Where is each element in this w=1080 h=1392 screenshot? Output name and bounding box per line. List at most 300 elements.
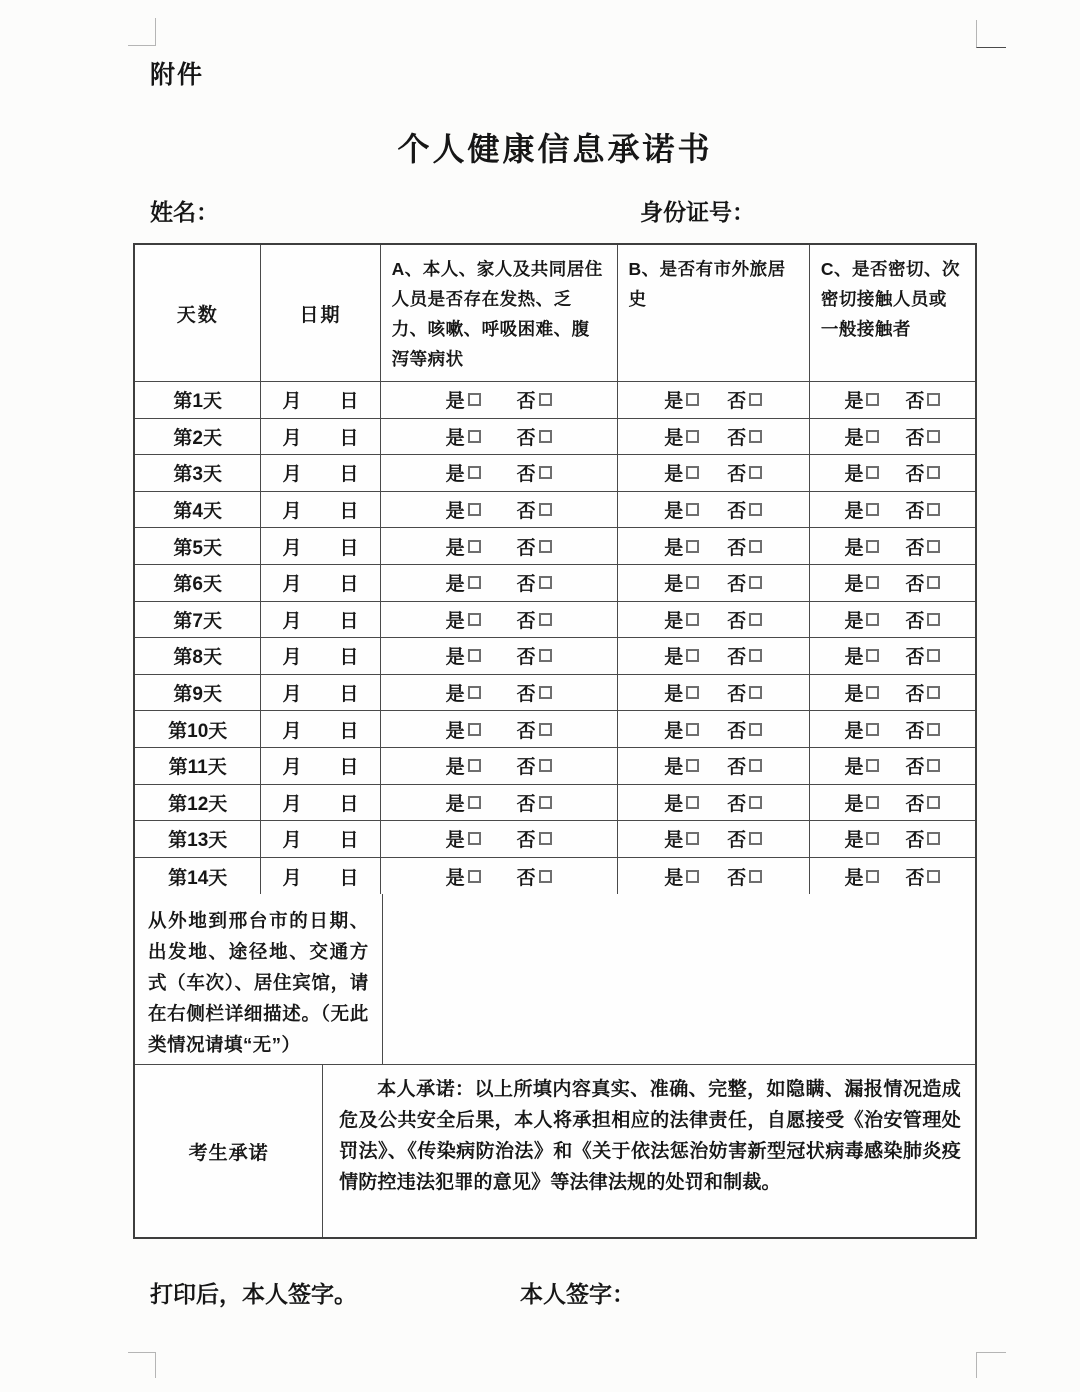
no-option — [905, 642, 940, 669]
yes-option — [844, 459, 879, 486]
yes-option — [664, 606, 699, 633]
checkbox-no — [749, 796, 762, 809]
checkbox-yes — [468, 796, 481, 809]
no-label: 否 — [516, 501, 536, 523]
yes-option — [844, 496, 879, 523]
table-row — [135, 382, 975, 419]
yes-no-choice-group — [446, 863, 552, 890]
no-label: 否 — [516, 574, 536, 596]
checkbox-no — [927, 466, 940, 479]
yes-no-choice-group — [446, 496, 552, 523]
yes-no-choice-group — [446, 533, 552, 560]
yes-option — [844, 679, 879, 706]
checkbox-yes — [468, 613, 481, 626]
table-row — [135, 638, 975, 675]
checkbox-yes — [866, 576, 879, 589]
checkbox-no — [927, 649, 940, 662]
symptoms-answer-cell — [381, 711, 618, 747]
travel-answer-cell — [618, 419, 810, 455]
no-option — [517, 679, 552, 706]
yes-label: 是 — [664, 793, 684, 815]
yes-no-choice-group — [844, 679, 940, 706]
day-of-month-label: 日 — [339, 427, 359, 449]
page-title: 个人健康信息承诺书 — [397, 131, 713, 167]
no-label: 否 — [727, 391, 747, 413]
checkbox-no — [927, 393, 940, 406]
no-label: 否 — [516, 610, 536, 632]
day-number-label: 第2天 — [135, 419, 261, 455]
travel-note-row — [135, 894, 975, 1065]
yes-option — [664, 679, 699, 706]
checkbox-yes — [468, 649, 481, 662]
yes-label: 是 — [844, 647, 864, 669]
yes-option — [446, 459, 481, 486]
yes-label: 是 — [844, 867, 864, 889]
no-label: 否 — [516, 684, 536, 706]
checkbox-no — [749, 576, 762, 589]
travel-answer-cell — [618, 675, 810, 711]
no-label: 否 — [727, 647, 747, 669]
no-label: 否 — [516, 830, 536, 852]
no-label: 否 — [905, 427, 925, 449]
yes-no-choice-group — [664, 606, 762, 633]
yes-no-choice-group — [446, 679, 552, 706]
month-label: 月 — [282, 793, 302, 815]
no-label: 否 — [516, 537, 536, 559]
yes-option — [446, 716, 481, 743]
no-label: 否 — [905, 830, 925, 852]
symptoms-answer-cell — [381, 748, 618, 784]
yes-option — [446, 679, 481, 706]
yes-no-choice-group — [446, 716, 552, 743]
yes-option — [664, 789, 699, 816]
date-cell — [261, 419, 380, 455]
no-option — [517, 825, 552, 852]
day-number-label: 第6天 — [135, 565, 261, 601]
no-option — [905, 496, 940, 523]
checkbox-no — [539, 576, 552, 589]
yes-label: 是 — [664, 647, 684, 669]
month-label: 月 — [282, 391, 302, 413]
checkbox-yes — [468, 832, 481, 845]
yes-no-choice-group — [844, 642, 940, 669]
no-option — [727, 642, 762, 669]
day-of-month-label: 日 — [339, 501, 359, 523]
yes-no-choice-group — [446, 825, 552, 852]
no-label: 否 — [905, 793, 925, 815]
checkbox-no — [749, 503, 762, 516]
yes-option — [664, 642, 699, 669]
date-cell — [261, 382, 380, 418]
no-label: 否 — [727, 610, 747, 632]
yes-no-choice-group — [664, 533, 762, 560]
date-cell — [261, 785, 380, 821]
yes-label: 是 — [844, 610, 864, 632]
checkbox-yes — [866, 870, 879, 883]
yes-label: 是 — [844, 574, 864, 596]
table-row — [135, 785, 975, 822]
no-label: 否 — [727, 427, 747, 449]
checkbox-yes — [686, 503, 699, 516]
day-number-label: 第8天 — [135, 638, 261, 674]
contact-answer-cell — [810, 711, 975, 747]
promise-row — [135, 1065, 975, 1237]
day-of-month-label: 日 — [339, 610, 359, 632]
checkbox-no — [749, 870, 762, 883]
checkbox-yes — [866, 466, 879, 479]
checkbox-no — [927, 430, 940, 443]
month-label: 月 — [282, 501, 302, 523]
yes-option — [446, 496, 481, 523]
no-option — [905, 533, 940, 560]
checkbox-no — [539, 613, 552, 626]
header-close-contact: C、是否密切、次密切接触人员或一般接触者 — [820, 259, 961, 339]
day-number-label: 第5天 — [135, 528, 261, 564]
travel-answer-cell — [618, 638, 810, 674]
checkbox-no — [539, 759, 552, 772]
checkbox-yes — [866, 723, 879, 736]
health-table — [133, 243, 977, 1239]
no-option — [517, 569, 552, 596]
table-row — [135, 821, 975, 858]
no-option — [727, 752, 762, 779]
id-number-label: 身份证号： — [640, 199, 755, 225]
checkbox-no — [927, 576, 940, 589]
no-label: 否 — [905, 391, 925, 413]
no-label: 否 — [516, 427, 536, 449]
yes-option — [446, 752, 481, 779]
no-label: 否 — [905, 757, 925, 779]
checkbox-no — [539, 430, 552, 443]
no-label: 否 — [727, 720, 747, 742]
checkbox-yes — [866, 832, 879, 845]
travel-answer-cell — [618, 821, 810, 857]
yes-option — [446, 863, 481, 890]
checkbox-no — [927, 759, 940, 772]
no-label: 否 — [905, 720, 925, 742]
month-label: 月 — [282, 427, 302, 449]
no-label: 否 — [905, 610, 925, 632]
day-of-month-label: 日 — [339, 830, 359, 852]
yes-label: 是 — [445, 647, 465, 669]
contact-answer-cell — [810, 455, 975, 491]
yes-no-choice-group — [446, 642, 552, 669]
yes-label: 是 — [445, 391, 465, 413]
checkbox-yes — [866, 796, 879, 809]
contact-answer-cell — [810, 419, 975, 455]
yes-no-choice-group — [664, 863, 762, 890]
table-row — [135, 711, 975, 748]
table-header-row — [135, 245, 975, 382]
yes-no-choice-group — [844, 496, 940, 523]
day-number-label: 第14天 — [135, 858, 261, 895]
yes-label: 是 — [844, 793, 864, 815]
symptoms-answer-cell — [381, 382, 618, 418]
yes-option — [844, 789, 879, 816]
yes-no-choice-group — [446, 606, 552, 633]
checkbox-no — [927, 723, 940, 736]
travel-answer-cell — [618, 785, 810, 821]
yes-no-choice-group — [844, 533, 940, 560]
yes-label: 是 — [664, 537, 684, 559]
promise-text: 本人承诺：以上所填内容真实、准确、完整，如隐瞒、漏报情况造成危及公共安全后果，本人将承担相应的法律责任，自愿接受《治安管理处罚法》、《传染病防治法》和《关于依法惩治妨害新型冠状病毒感染肺炎疫情防控违法犯罪的意见》等法律法规的处罚和制裁。 — [339, 1079, 961, 1194]
checkbox-yes — [866, 503, 879, 516]
yes-label: 是 — [445, 684, 465, 706]
yes-label: 是 — [445, 610, 465, 632]
yes-no-choice-group — [844, 606, 940, 633]
checkbox-yes — [686, 723, 699, 736]
checkbox-yes — [866, 393, 879, 406]
date-cell — [261, 711, 380, 747]
no-option — [727, 825, 762, 852]
yes-option — [844, 825, 879, 852]
table-row — [135, 492, 975, 529]
day-number-label: 第3天 — [135, 455, 261, 491]
yes-option — [664, 386, 699, 413]
day-of-month-label: 日 — [339, 720, 359, 742]
checkbox-no — [749, 540, 762, 553]
checkbox-no — [749, 686, 762, 699]
no-option — [905, 386, 940, 413]
yes-label: 是 — [844, 684, 864, 706]
no-label: 否 — [727, 684, 747, 706]
no-label: 否 — [727, 574, 747, 596]
yes-no-choice-group — [664, 752, 762, 779]
yes-no-choice-group — [664, 496, 762, 523]
yes-no-choice-group — [844, 569, 940, 596]
checkbox-yes — [686, 466, 699, 479]
no-option — [517, 533, 552, 560]
yes-option — [664, 752, 699, 779]
symptoms-answer-cell — [381, 492, 618, 528]
yes-option — [844, 533, 879, 560]
crop-mark-bottom-right-icon — [976, 1352, 1006, 1378]
travel-answer-cell — [618, 528, 810, 564]
table-row — [135, 419, 975, 456]
yes-no-choice-group — [844, 386, 940, 413]
yes-label: 是 — [664, 574, 684, 596]
symptoms-answer-cell — [381, 675, 618, 711]
day-of-month-label: 日 — [339, 391, 359, 413]
checkbox-no — [927, 613, 940, 626]
checkbox-yes — [686, 430, 699, 443]
identity-row — [133, 194, 977, 226]
day-of-month-label: 日 — [339, 574, 359, 596]
day-of-month-label: 日 — [339, 757, 359, 779]
no-label: 否 — [516, 757, 536, 779]
table-row — [135, 675, 975, 712]
checkbox-yes — [468, 540, 481, 553]
no-option — [517, 716, 552, 743]
no-label: 否 — [516, 720, 536, 742]
checkbox-yes — [866, 430, 879, 443]
checkbox-no — [749, 759, 762, 772]
yes-no-choice-group — [446, 459, 552, 486]
symptoms-answer-cell — [381, 821, 618, 857]
yes-option — [844, 863, 879, 890]
no-option — [517, 386, 552, 413]
checkbox-yes — [468, 870, 481, 883]
symptoms-answer-cell — [381, 565, 618, 601]
day-number-label: 第12天 — [135, 785, 261, 821]
day-number-label: 第13天 — [135, 821, 261, 857]
contact-answer-cell — [810, 785, 975, 821]
yes-option — [664, 496, 699, 523]
day-of-month-label: 日 — [339, 793, 359, 815]
checkbox-no — [539, 796, 552, 809]
checkbox-yes — [686, 686, 699, 699]
checkbox-no — [927, 686, 940, 699]
day-number-label: 第9天 — [135, 675, 261, 711]
travel-answer-cell — [618, 492, 810, 528]
yes-option — [664, 459, 699, 486]
checkbox-yes — [468, 576, 481, 589]
travel-answer-cell — [618, 602, 810, 638]
header-symptoms: A、本人、家人及共同居住人员是否存在发热、乏力、咳嗽、呼吸困难、腹泻等病状 — [381, 245, 618, 381]
checkbox-yes — [866, 649, 879, 662]
yes-no-choice-group — [844, 863, 940, 890]
checkbox-no — [927, 540, 940, 553]
no-label: 否 — [905, 684, 925, 706]
checkbox-no — [749, 393, 762, 406]
contact-answer-cell — [810, 602, 975, 638]
yes-label: 是 — [844, 830, 864, 852]
no-option — [727, 569, 762, 596]
yes-option — [664, 533, 699, 560]
no-label: 否 — [905, 501, 925, 523]
month-label: 月 — [282, 867, 302, 889]
yes-label: 是 — [664, 464, 684, 486]
date-cell — [261, 858, 380, 895]
contact-answer-cell — [810, 528, 975, 564]
travel-note-text: 从外地到邢台市的日期、出发地、途径地、交通方式（车次）、居住宾馆，请在右侧栏详细描述。（无此类情况请填“无”） — [135, 894, 383, 1064]
table-row — [135, 858, 975, 895]
day-of-month-label: 日 — [339, 537, 359, 559]
yes-option — [446, 606, 481, 633]
checkbox-no — [749, 649, 762, 662]
table-row — [135, 455, 975, 492]
date-cell — [261, 455, 380, 491]
no-option — [727, 423, 762, 450]
checkbox-no — [539, 466, 552, 479]
checkbox-yes — [866, 540, 879, 553]
date-cell — [261, 638, 380, 674]
no-label: 否 — [905, 867, 925, 889]
checkbox-yes — [686, 613, 699, 626]
checkbox-no — [749, 466, 762, 479]
yes-label: 是 — [664, 501, 684, 523]
no-label: 否 — [905, 647, 925, 669]
day-number-label: 第4天 — [135, 492, 261, 528]
checkbox-yes — [686, 393, 699, 406]
yes-label: 是 — [844, 720, 864, 742]
yes-no-choice-group — [844, 752, 940, 779]
month-label: 月 — [282, 610, 302, 632]
travel-answer-cell — [618, 382, 810, 418]
yes-no-choice-group — [664, 423, 762, 450]
no-label: 否 — [727, 830, 747, 852]
yes-option — [844, 606, 879, 633]
yes-label: 是 — [445, 720, 465, 742]
checkbox-yes — [866, 613, 879, 626]
travel-answer-cell — [618, 858, 810, 895]
month-label: 月 — [282, 720, 302, 742]
yes-no-choice-group — [664, 716, 762, 743]
no-option — [905, 606, 940, 633]
month-label: 月 — [282, 684, 302, 706]
date-cell — [261, 528, 380, 564]
yes-label: 是 — [664, 867, 684, 889]
no-option — [727, 459, 762, 486]
yes-label: 是 — [844, 427, 864, 449]
no-label: 否 — [905, 464, 925, 486]
day-number-label: 第1天 — [135, 382, 261, 418]
yes-option — [446, 386, 481, 413]
yes-option — [844, 423, 879, 450]
yes-label: 是 — [664, 684, 684, 706]
yes-option — [664, 825, 699, 852]
yes-label: 是 — [445, 537, 465, 559]
footer — [133, 1276, 977, 1308]
checkbox-no — [539, 540, 552, 553]
checkbox-no — [927, 870, 940, 883]
no-option — [905, 863, 940, 890]
yes-no-choice-group — [446, 569, 552, 596]
no-option — [517, 423, 552, 450]
checkbox-no — [539, 832, 552, 845]
day-of-month-label: 日 — [339, 647, 359, 669]
day-number-label: 第7天 — [135, 602, 261, 638]
yes-label: 是 — [445, 867, 465, 889]
yes-no-choice-group — [446, 423, 552, 450]
crop-mark-bottom-left-icon — [128, 1352, 156, 1378]
no-option — [905, 459, 940, 486]
checkbox-yes — [468, 430, 481, 443]
no-option — [727, 606, 762, 633]
checkbox-yes — [866, 686, 879, 699]
no-label: 否 — [905, 574, 925, 596]
checkbox-yes — [468, 686, 481, 699]
yes-option — [664, 569, 699, 596]
month-label: 月 — [282, 574, 302, 596]
symptoms-answer-cell — [381, 638, 618, 674]
day-of-month-label: 日 — [339, 867, 359, 889]
no-option — [905, 679, 940, 706]
month-label: 月 — [282, 830, 302, 852]
promise-label: 考生承诺 — [135, 1065, 323, 1237]
yes-label: 是 — [445, 830, 465, 852]
yes-option — [664, 423, 699, 450]
table-row — [135, 528, 975, 565]
checkbox-no — [749, 832, 762, 845]
no-option — [905, 789, 940, 816]
checkbox-yes — [866, 759, 879, 772]
yes-label: 是 — [664, 427, 684, 449]
symptoms-answer-cell — [381, 602, 618, 638]
table-row — [135, 565, 975, 602]
yes-no-choice-group — [664, 789, 762, 816]
no-option — [517, 459, 552, 486]
yes-label: 是 — [844, 501, 864, 523]
yes-option — [844, 386, 879, 413]
no-option — [905, 716, 940, 743]
crop-mark-top-left-icon — [128, 18, 156, 46]
date-cell — [261, 565, 380, 601]
yes-label: 是 — [664, 757, 684, 779]
header-days: 天数 — [135, 245, 261, 381]
contact-answer-cell — [810, 382, 975, 418]
travel-answer-cell — [618, 455, 810, 491]
